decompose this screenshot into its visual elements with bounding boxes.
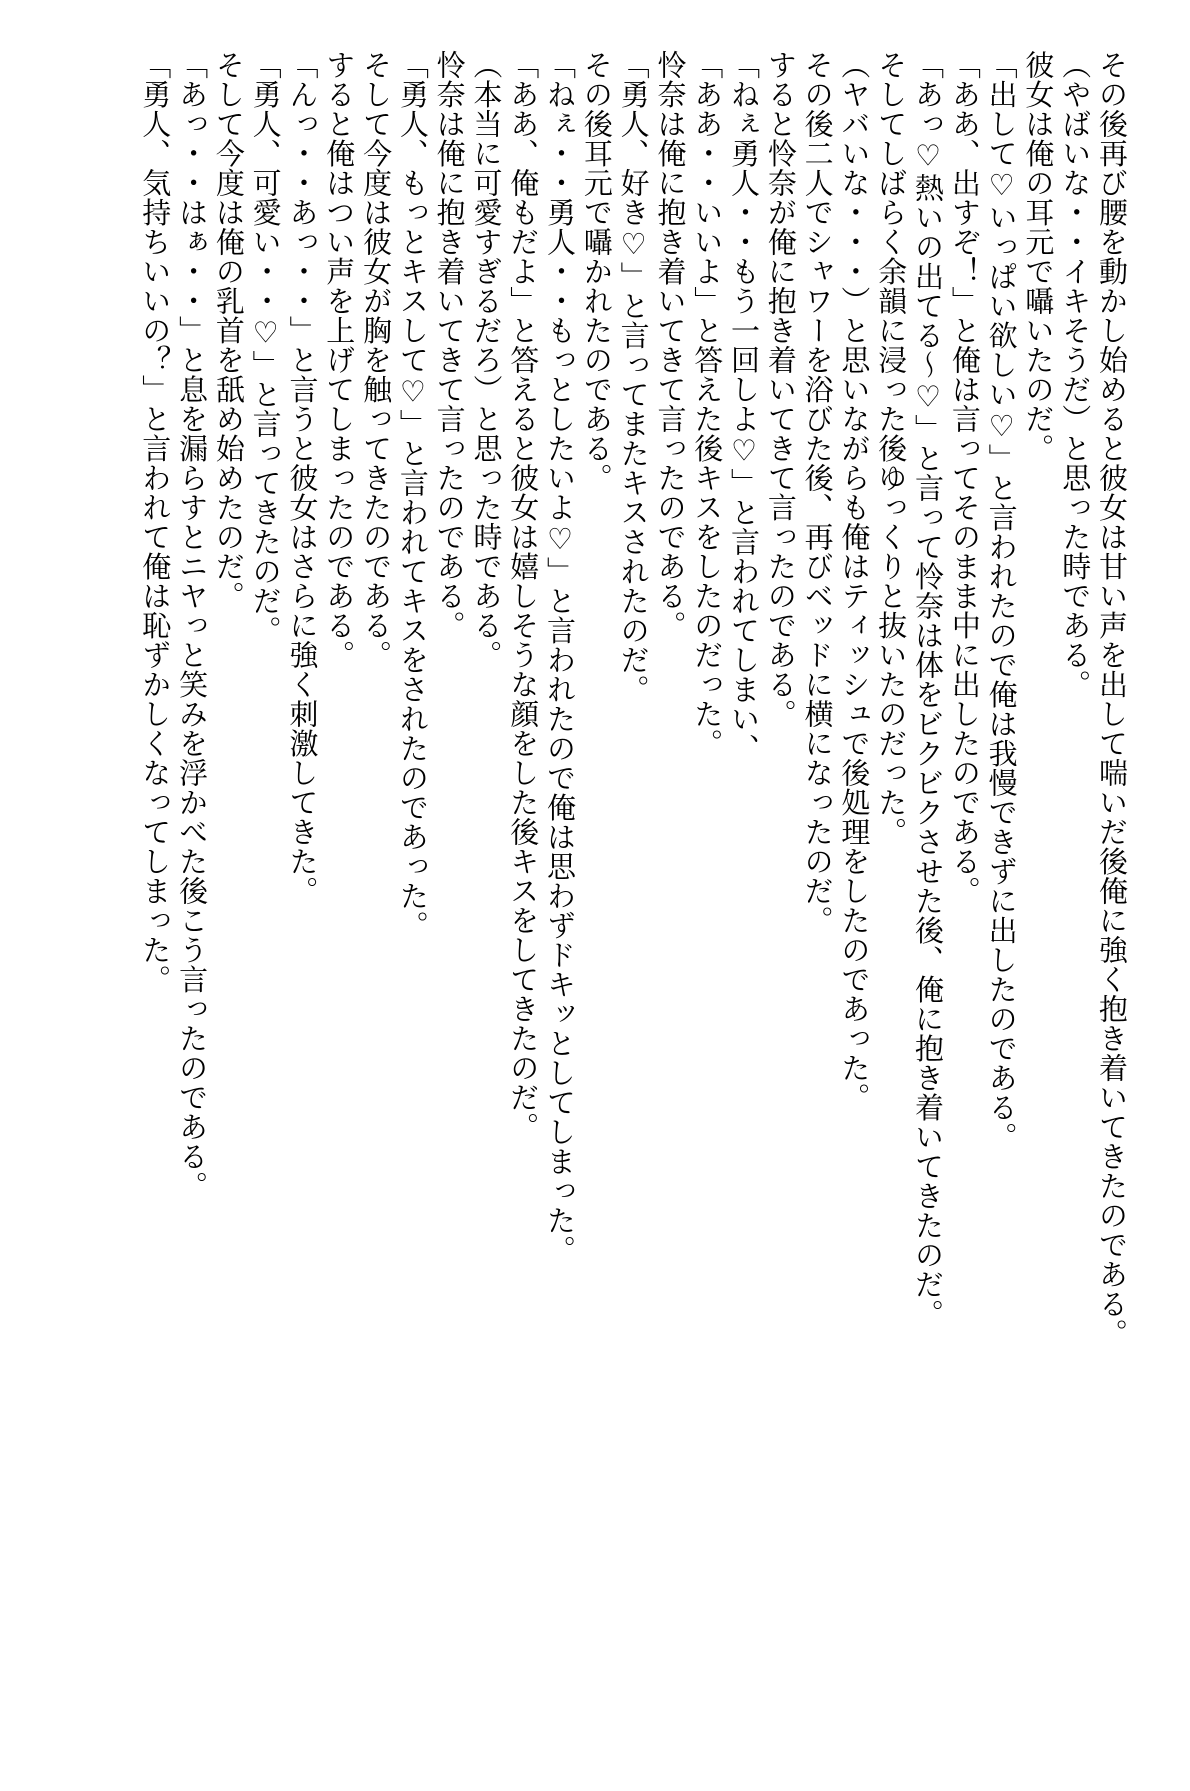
text-line: 「あっ・・はぁ・・」と息を漏らすとニヤっと笑みを浮かべた後こう言ったのである。	[175, 50, 210, 1201]
text-line: そして今度は俺の乳首を舐め始めたのだ。	[211, 50, 246, 611]
text-line: その後再び腰を動かし始めると彼女は甘い声を出して喘いだ後俺に強く抱き着いてきたのである。	[1095, 50, 1129, 1348]
text-line: 「勇人、もっとキスして♡」と言われてキスをされたのであった。	[395, 50, 430, 940]
text-line: その後耳元で囁かれたのである。	[579, 50, 614, 493]
text-line: 怜奈は俺に抱き着いてきて言ったのである。	[432, 50, 467, 640]
text-line: 「勇人、好き♡」と言ってまたキスされたのだ。	[616, 50, 651, 704]
text-line: すると怜奈が俺に抱き着いてきて言ったのである。	[763, 50, 798, 729]
text-line: 彼女は俺の耳元で囁いたのだ。	[1021, 50, 1056, 463]
text-line: 「勇人、気持ちいいの？」と言われて俺は恥ずかしくなってしまった。	[138, 50, 173, 994]
vertical-text-body	[70, 50, 1130, 1410]
text-line: その後二人でシャワーを浴びた後、再びベッドに横になったのだ。	[800, 50, 835, 935]
text-line: そして今度は彼女が胸を触ってきたのである。	[359, 50, 394, 670]
text-line: 怜奈は俺に抱き着いてきて言ったのである。	[653, 50, 688, 640]
text-line: 「ねぇ・・勇人・・もっとしたいよ♡」と言われたので俺は思わずドキッとしてしまった。	[543, 50, 578, 1265]
text-line: （やばいな・・イキそうだ）と思った時である。	[1058, 50, 1093, 699]
text-line: 「あっ♡熱いの出てる〜♡」と言って怜奈は体をビクビクさせた後、俺に抱き着いてきたのだ。	[911, 50, 946, 1329]
text-line: （ヤバいな・・・）と思いながらも俺はティッシュで後処理をしたのであった。	[837, 50, 872, 1112]
text-line: 「ああ、出すぞ！」と俺は言ってそのまま中に出したのである。	[947, 50, 982, 906]
text-line: すると俺はつい声を上げてしまったのである。	[322, 50, 357, 670]
text-line: そしてしばらく余韻に浸った後ゆっくりと抜いたのだった。	[874, 50, 909, 847]
text-line: 「出して♡いっぱい欲しい♡」と言われたので俺は我慢できずに出したのである。	[984, 50, 1019, 1152]
text-line: 「ああ・・いいよ」と答えた後キスをしたのだった。	[690, 50, 725, 758]
text-line: 「ねぇ勇人・・もう一回しよ♡」と言われてしまい、	[727, 50, 762, 763]
text-line: 「勇人、可愛い・・♡」と言ってきたのだ。	[248, 50, 283, 645]
text-line: 「ああ、俺もだよ」と答えると彼女は嬉しそうな顔をした後キスをしてきたのだ。	[506, 50, 541, 1142]
text-line: 「んっ・・あっ・・」と言うと彼女はさらに強く刺激してきた。	[285, 50, 320, 906]
text-line: （本当に可愛すぎるだろ）と思った時である。	[469, 50, 504, 670]
